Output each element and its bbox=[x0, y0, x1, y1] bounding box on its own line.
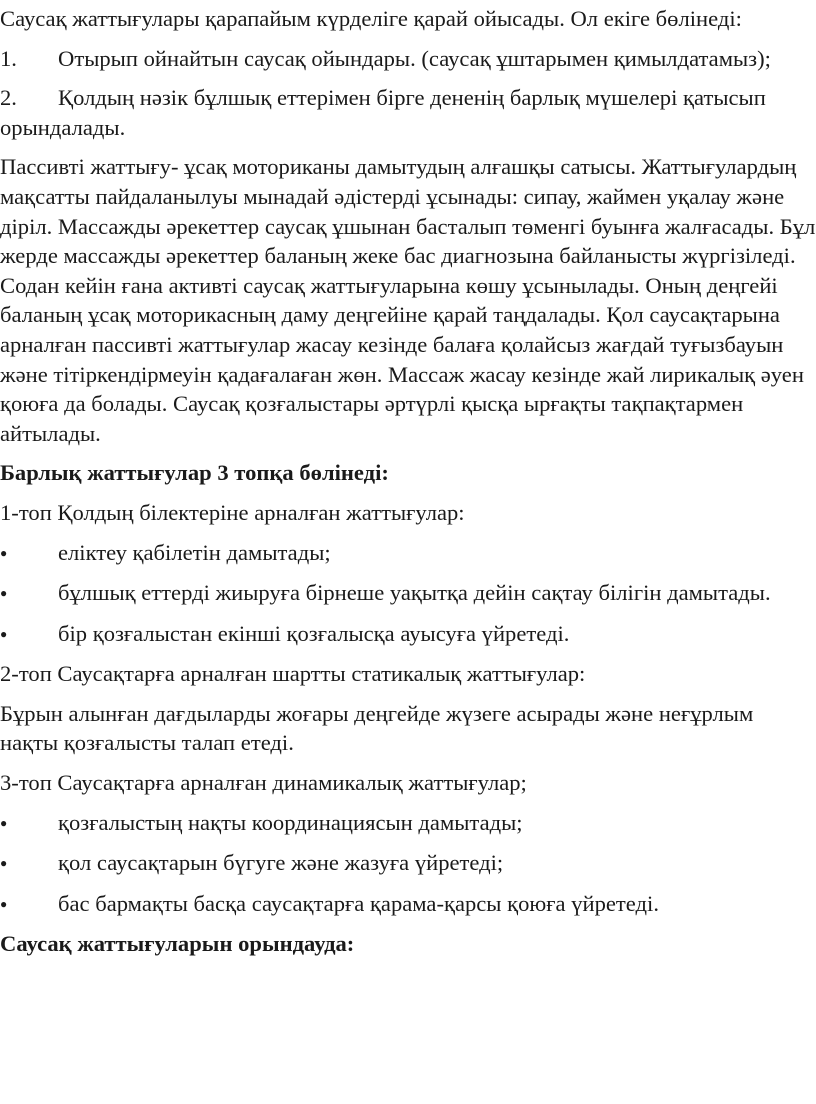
bullet-icon: ● bbox=[0, 815, 8, 830]
final-heading: Саусақ жаттығуларын орындауда: bbox=[0, 931, 355, 957]
numbered-item bbox=[0, 44, 816, 74]
bullet-icon: ● bbox=[0, 545, 8, 560]
groups-heading: Барлық жаттығулар 3 топқа бөлінеді: bbox=[0, 460, 389, 486]
item-text: Қолдың нәзік бұлшық еттерімен бірге дененің барлық мүшелері қатысып орындалады. bbox=[0, 85, 766, 140]
group2-title: 2-топ Саусақтарға арналған шартты статикалық жаттығулар: bbox=[0, 661, 586, 687]
bullet-icon: ● bbox=[0, 896, 8, 911]
list-item-text: бір қозғалыстан екінші қозғалысқа ауысуға үйретеді. bbox=[58, 620, 570, 646]
intro-paragraph: Саусақ жаттығулары қарапайым күрделіге қарай ойысады. Ол екіге бөлінеді: bbox=[0, 6, 742, 31]
bullet-icon: ● bbox=[0, 586, 8, 601]
item-number: 2. bbox=[0, 85, 17, 111]
list-item bbox=[0, 808, 816, 839]
group1-title: 1-топ Қолдың білектеріне арналған жаттығулар: bbox=[0, 499, 465, 525]
group3-title: 3-топ Саусақтарға арналған динамикалық жаттығулар; bbox=[0, 770, 527, 796]
bullet-icon: ● bbox=[0, 856, 8, 871]
item-text: Отырып ойнайтын саусақ ойындары. (саусақ ұштарымен қимылдатамыз); bbox=[58, 45, 771, 71]
list-item-text: қол саусақтарын бүгуге және жазуға үйретеді; bbox=[58, 850, 504, 876]
group2-text: Бұрын алынған дағдыларды жоғары деңгейде жүзеге асырады және неғұрлым нақты қозғалысты талап етеді. bbox=[0, 700, 754, 756]
list-item-text: қозғалыстың нақты координациясын дамытады; bbox=[58, 809, 523, 835]
list-item-text: еліктеу қабілетін дамытады; bbox=[58, 539, 331, 565]
bullet-icon: ● bbox=[0, 626, 8, 641]
list-item bbox=[0, 619, 816, 650]
list-item bbox=[0, 848, 816, 879]
list-item-text: бас бармақты басқа саусақтарға қарама-қарсы қоюға үйретеді. bbox=[58, 890, 659, 916]
passive-exercise-paragraph: Пассивті жаттығу- ұсақ моториканы дамытудың алғашқы сатысы. Жаттығулардың мақсатты пайдаланылуы мынадай әдістерді ұсынады: сипау, жаймен уқалау және діріл. Массажды әрекеттер саусақ ұшынан басталып төменгі буынға жалғасады. Бұл жерде массажды әрекеттер баланың жеке бас диагнозына байланысты жүргізіледі. Содан кейін ғана активті саусақ жаттығуларына көшу ұсынылады. Оның деңгейі баланың ұсақ моторикасның даму деңгейіне қарай таңдалады. Қол саусақтарына арналған пассивті жаттығулар жасау кезінде балаға қолайсыз жағдай туғызбауын және тітіркендірмеуін қадағалаған жөн. Массаж жасау кезінде жай лирикалық әуен қоюға да болады. Саусақ қозғалыстары әртүрлі қысқа ырғақты тақпақтармен айтылады. bbox=[0, 154, 816, 446]
list-item bbox=[0, 578, 816, 609]
item-number: 1. bbox=[0, 45, 17, 71]
list-item bbox=[0, 538, 816, 569]
numbered-item bbox=[0, 83, 816, 142]
list-item-text: бұлшық еттерді жиыруға бірнеше уақытқа дейін сақтау білігін дамытады. bbox=[58, 580, 771, 606]
list-item bbox=[0, 889, 816, 920]
